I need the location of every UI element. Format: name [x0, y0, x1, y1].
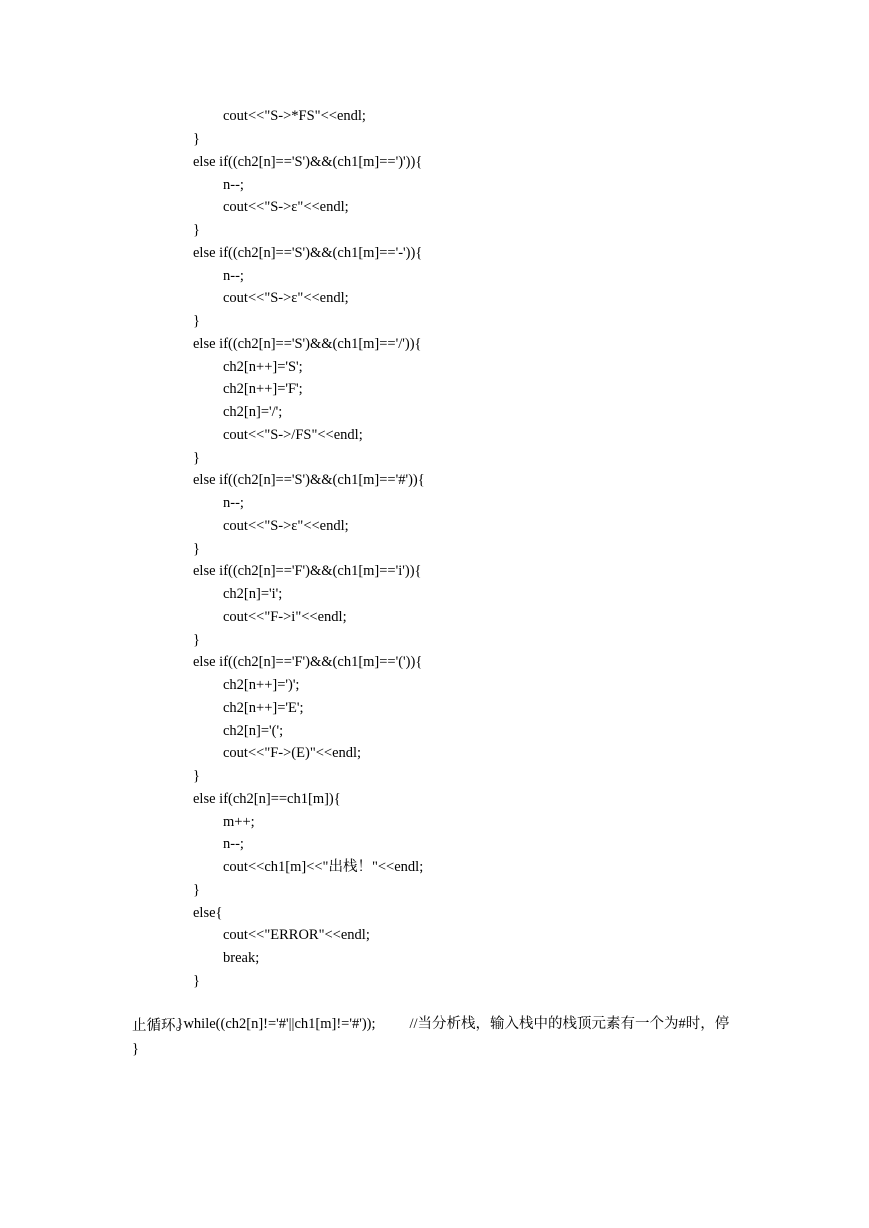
code-line: else if((ch2[n]=='F')&&(ch1[m]=='(')){ [193, 654, 423, 670]
code-line: ch2[n]='('; [223, 723, 284, 739]
code-line: } [193, 131, 200, 147]
code-line: } [193, 313, 200, 329]
code-line: } [193, 222, 200, 238]
code-line: n--; [223, 177, 244, 193]
while-comment: //当分析栈，输入栈中的栈顶元素有一个为#时，停 [409, 1016, 730, 1032]
code-line: cout<<"S->ε"<<endl; [223, 518, 349, 534]
comment-continuation: 止循环。 [132, 1018, 190, 1034]
code-line: n--; [223, 836, 244, 852]
code-line: ch2[n]='/'; [223, 404, 283, 420]
code-line: ch2[n++]=')'; [223, 677, 300, 693]
code-line: } [193, 882, 200, 898]
code-line: } [193, 450, 200, 466]
code-line: n--; [223, 268, 244, 284]
code-line: } [193, 973, 200, 989]
code-line: else if((ch2[n]=='S')&&(ch1[m]==')')){ [193, 154, 423, 170]
code-line: cout<<"S->ε"<<endl; [223, 199, 349, 215]
while-line [162, 994, 729, 1054]
while-condition: }while((ch2[n]!='#'||ch1[m]!='#')); [176, 1016, 376, 1032]
code-line: } [193, 541, 200, 557]
code-line: cout<<"ERROR"<<endl; [223, 927, 370, 943]
code-line: cout<<"S->*FS"<<endl; [223, 108, 366, 124]
code-line: cout<<ch1[m]<<"出栈！"<<endl; [223, 859, 424, 875]
code-line: cout<<"F->(E)"<<endl; [223, 745, 362, 761]
code-line: else if((ch2[n]=='S')&&(ch1[m]=='/')){ [193, 336, 422, 352]
code-line: else{ [193, 905, 223, 921]
code-line: } [193, 632, 200, 648]
code-line: ch2[n++]='E'; [223, 700, 304, 716]
code-line: n--; [223, 495, 244, 511]
code-line: cout<<"F->i"<<endl; [223, 609, 347, 625]
code-line: } [193, 768, 200, 784]
code-line: ch2[n++]='S'; [223, 359, 303, 375]
code-line: else if((ch2[n]=='F')&&(ch1[m]=='i')){ [193, 563, 422, 579]
closing-brace: } [132, 1041, 139, 1057]
code-line: else if((ch2[n]=='S')&&(ch1[m]=='-')){ [193, 245, 423, 261]
code-line: cout<<"S->/FS"<<endl; [223, 427, 363, 443]
code-line: m++; [223, 814, 255, 830]
code-line: ch2[n]='i'; [223, 586, 283, 602]
code-line: break; [223, 950, 260, 966]
code-line: else if((ch2[n]=='S')&&(ch1[m]=='#')){ [193, 472, 425, 488]
code-line: ch2[n++]='F'; [223, 381, 303, 397]
code-line: else if(ch2[n]==ch1[m]){ [193, 791, 341, 807]
code-line: cout<<"S->ε"<<endl; [223, 290, 349, 306]
